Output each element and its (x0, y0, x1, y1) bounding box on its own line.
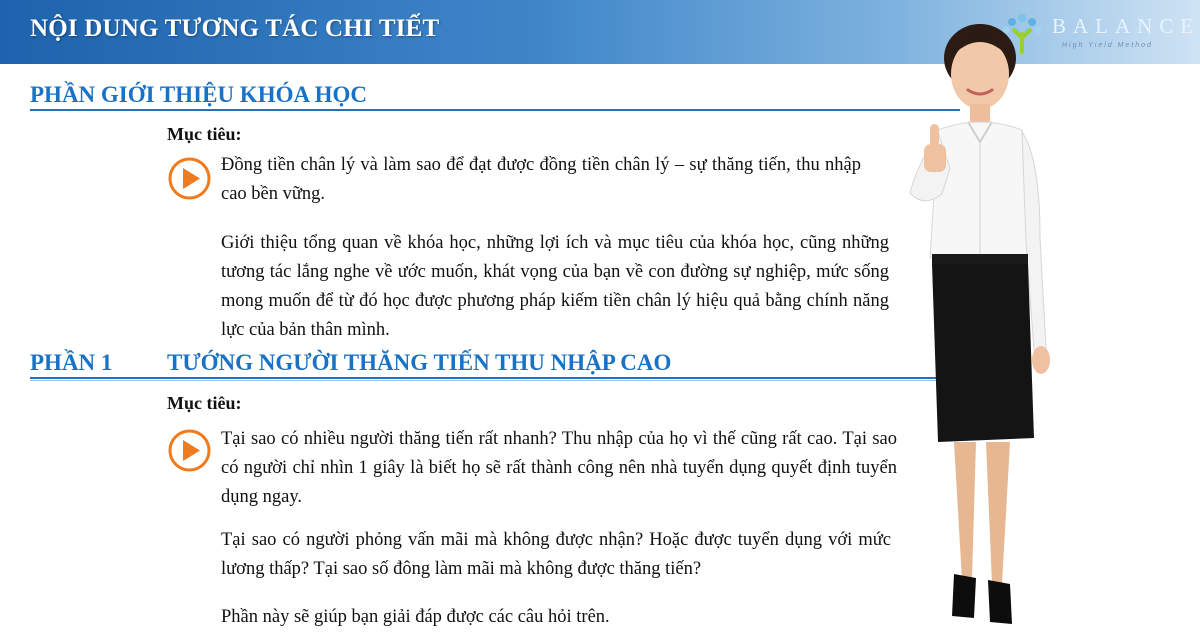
businesswoman-thumbs-up-image (880, 18, 1080, 628)
intro-heading: PHẦN GIỚI THIỆU KHÓA HỌC (30, 82, 367, 107)
part1-paragraph-1: Tại sao có nhiều người thăng tiến rất nhanh? Thu nhập của họ vì thế cũng rất cao. Tại sao có người chỉ nhìn 1 giây là biết họ sẽ rất thành công nên nhà tuyển dụng quyết định tuyển dụng ngay. (221, 429, 897, 507)
logo-name: BALANCE (1052, 14, 1200, 38)
page-title: NỘI DUNG TƯƠNG TÁC CHI TIẾT (30, 15, 440, 42)
part1-paragraph-2: Tại sao có người phỏng vấn mãi mà không được nhận? Hoặc được tuyển dụng với mức lương thấp? Tại sao số đông làm mãi mà không được thăng tiến? (221, 530, 891, 579)
part1-number: PHẦN 1 (30, 350, 113, 375)
intro-goal-label: Mục tiêu: (167, 124, 242, 144)
part1-title: TƯỚNG NGƯỜI THĂNG TIẾN THU NHẬP CAO (167, 350, 672, 375)
play-circle-icon (167, 156, 212, 201)
part1-heading-rule (30, 377, 990, 379)
intro-paragraph-2: Giới thiệu tổng quan về khóa học, những lợi ích và mục tiêu của khóa học, cũng những tương tác lắng nghe về ước muốn, khát vọng của bạn về con đường sự nghiệp, mức sống mong muốn để từ đó học được phương pháp kiếm tiền chân lý hiệu quả bằng chính năng lực của bản thân mình. (221, 233, 889, 340)
intro-paragraph-1: Đồng tiền chân lý và làm sao để đạt được đồng tiền chân lý – sự thăng tiến, thu nhập cao bền vững. (221, 155, 861, 204)
intro-heading-rule (30, 109, 960, 111)
play-circle-icon (167, 428, 212, 473)
part1-paragraph-3: Phần này sẽ giúp bạn giải đáp được các câu hỏi trên. (221, 607, 610, 627)
part1-heading-rule-light (30, 380, 990, 381)
part1-goal-label: Mục tiêu: (167, 393, 242, 413)
logo-tagline: High Yield Method (1062, 42, 1153, 49)
